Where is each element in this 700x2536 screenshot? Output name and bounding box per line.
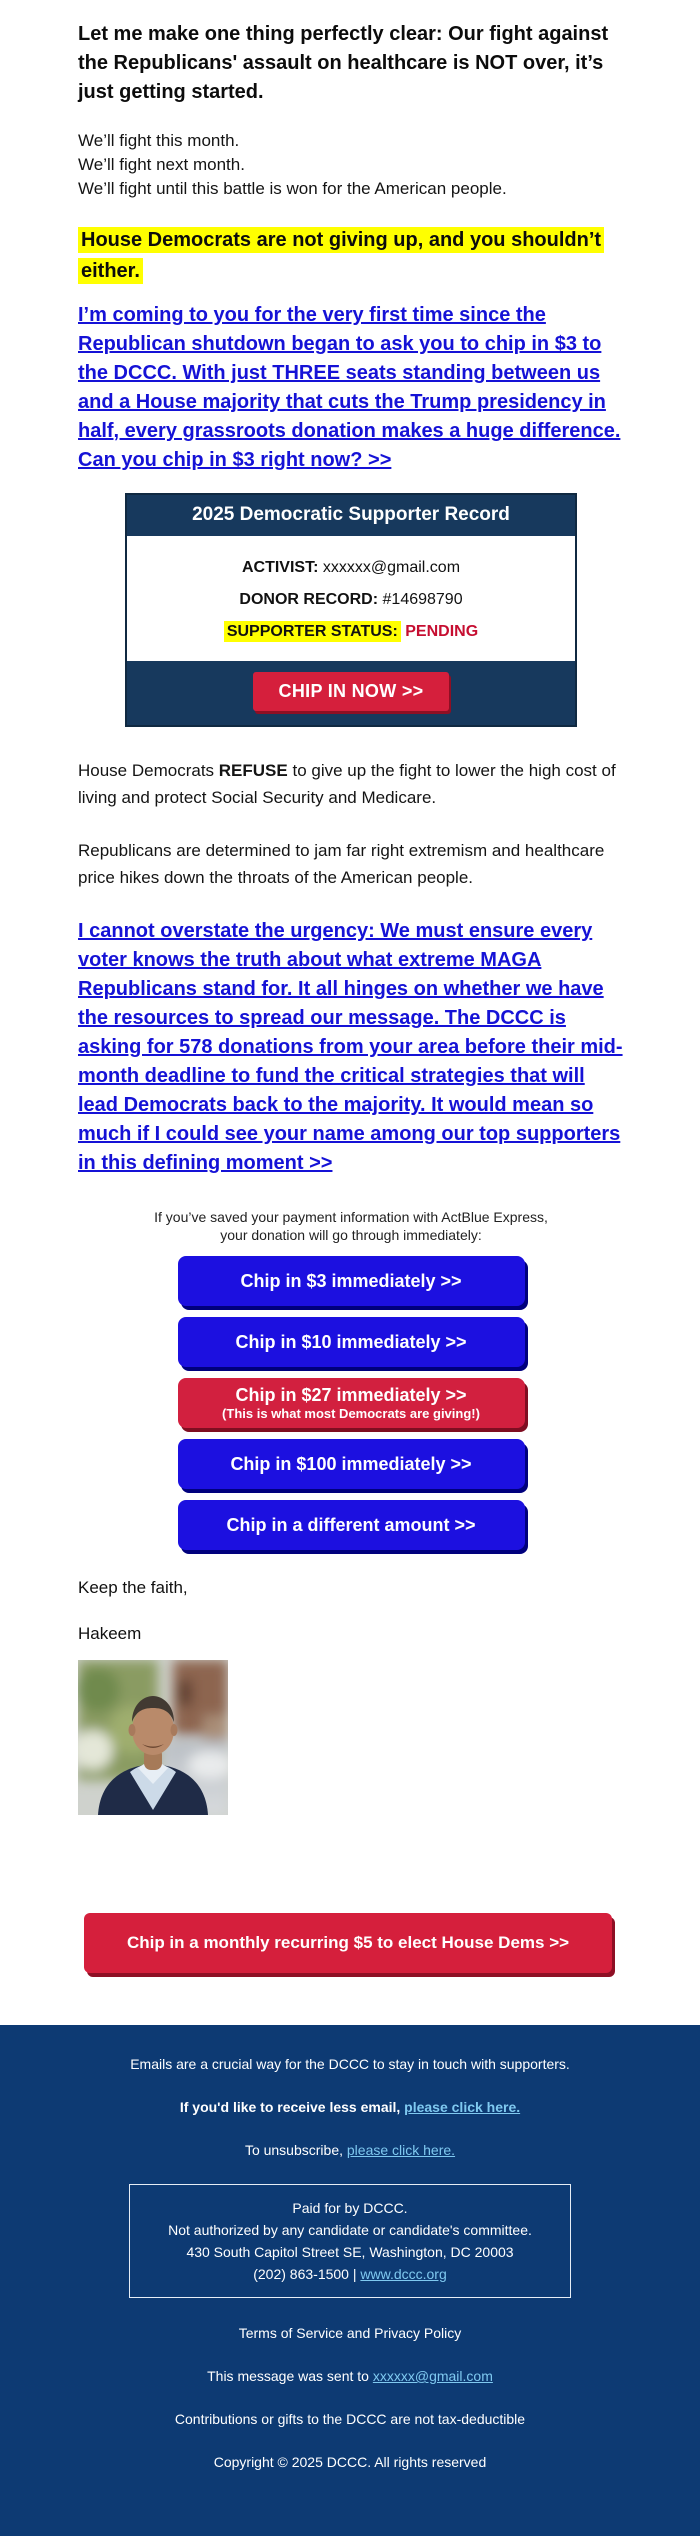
highlighted-paragraph: [78, 225, 624, 287]
chip-in-10-button[interactable]: [178, 1317, 525, 1367]
actblue-note-line-1: If you’ve saved your payment information with ActBlue Express,: [154, 1209, 548, 1225]
refuse-part2: to give up the fight to lower the high cost of living and protect Social Security and Medicare.: [78, 761, 616, 807]
sent-to-line: [40, 2367, 660, 2386]
footer-crucial-line: Emails are a crucial way for the DCCC to stay in touch with supporters.: [130, 2056, 570, 2072]
less-email-link[interactable]: please click here.: [404, 2099, 521, 2115]
hakeem-jeffries-photo: [78, 1660, 228, 1815]
donate-link-paragraph-2[interactable]: I cannot overstate the urgency: We must ensure every voter knows the truth about what extreme MAGA Republicans stand for. It all hinges on whether we have the resources to spread our message. The DCCC is asking for 578 donations from your area before their mid-month deadline to fund the critical strategies that will lead Democrats back to the majority. It would mean so much if I could see your name among our top supporters in this defining moment >>: [78, 920, 623, 1174]
email-footer: [0, 2025, 700, 2536]
chip-in-100-button[interactable]: [178, 1439, 525, 1489]
supporter-status-row: [137, 623, 565, 641]
signature-name: Hakeem: [78, 1624, 142, 1643]
unsubscribe-text: To unsubscribe,: [244, 2142, 347, 2158]
footer-less-email-line: [40, 2098, 660, 2117]
chip-in-now-button[interactable]: CHIP IN NOW >>: [253, 672, 450, 711]
chip-in-3-button[interactable]: [178, 1256, 525, 1306]
refuse-bold: REFUSE: [218, 761, 288, 780]
republicans-paragraph: Republicans are determined to jam far right extremism and healthcare price hikes down the throats of the American people.: [78, 841, 605, 887]
chip-in-3-label: Chip in $3 immediately >>: [240, 1270, 462, 1291]
terms-privacy-line: Terms of Service and Privacy Policy: [238, 2325, 462, 2341]
highlight-text: House Democrats are not giving up, and you shouldn’t either.: [78, 227, 604, 284]
donate-link-paragraph-1[interactable]: I’m coming to you for the very first time since the Republican shutdown began to ask you to chip in $3 to the DCCC. With just THREE seats standing between us and a House majority that cuts the Trump presidency in half, every grassroots donation makes a huge difference. Can you chip in $3 right now? >>: [78, 304, 621, 471]
supporter-record-card: [125, 493, 577, 727]
supporter-status-value: PENDING: [405, 623, 479, 640]
unsubscribe-link[interactable]: please click here.: [346, 2142, 456, 2158]
supporter-card-body: [127, 536, 575, 661]
chip-in-27-button[interactable]: [178, 1378, 525, 1428]
footer-unsubscribe-line: [40, 2141, 660, 2160]
signoff-text: Keep the faith,: [78, 1578, 188, 1597]
copyright-line: Copyright © 2025 DCCC. All rights reserved: [213, 2454, 487, 2470]
activist-row: [137, 559, 565, 577]
chip-in-10-label: Chip in $10 immediately >>: [235, 1331, 467, 1352]
donor-record-row: [137, 591, 565, 609]
less-email-text: If you'd like to receive less email,: [179, 2099, 405, 2115]
portrait-illustration: [78, 1660, 228, 1815]
fight-line-1: We’ll fight this month.: [78, 131, 240, 150]
supporter-card-title: 2025 Democratic Supporter Record: [127, 495, 575, 536]
paid-box-line-1: Paid for by DCCC.: [292, 2200, 408, 2216]
paid-box-contact-line: [144, 2263, 556, 2285]
fight-line-2: We’ll fight next month.: [78, 155, 245, 174]
chip-in-27-label: Chip in $27 immediately >>: [235, 1385, 467, 1405]
paid-for-box: [129, 2184, 571, 2298]
activist-label: ACTIVIST:: [241, 559, 319, 576]
fight-line-3: We’ll fight until this battle is won for the American people.: [78, 179, 507, 198]
dccc-site-link[interactable]: www.dccc.org: [360, 2266, 447, 2282]
paid-box-line-3: 430 South Capitol Street SE, Washington, DC 20003: [186, 2244, 514, 2260]
chip-in-27-subtext: (This is what most Democrats are giving!): [222, 1406, 480, 1421]
refuse-part1: House Democrats: [78, 761, 219, 780]
actblue-note-line-2: your donation will go through immediately:: [220, 1227, 482, 1243]
intro-paragraph: Let me make one thing perfectly clear: Our fight against the Republicans' assault on healthcare is NOT over, it’s just getting started.: [78, 23, 609, 103]
sent-to-email-link[interactable]: xxxxxx@gmail.com: [372, 2368, 493, 2384]
chip-in-different-amount-button[interactable]: [178, 1500, 525, 1550]
fight-lines: [78, 129, 624, 201]
sent-to-text: This message was sent to: [207, 2368, 373, 2384]
donor-record-label: DONOR RECORD:: [239, 591, 379, 608]
tax-deductible-line: Contributions or gifts to the DCCC are not tax-deductible: [174, 2411, 526, 2427]
supporter-card-footer: [127, 661, 575, 725]
donate-button-list: [178, 1256, 525, 1550]
donor-record-value: #14698790: [382, 591, 463, 608]
paid-box-line-2: Not authorized by any candidate or candidate's committee.: [168, 2222, 532, 2238]
activist-value: xxxxxx@gmail.com: [322, 559, 461, 576]
actblue-note: [78, 1208, 624, 1244]
supporter-status-label: SUPPORTER STATUS:: [224, 621, 401, 642]
phone-text: (202) 863-1500 |: [253, 2266, 361, 2282]
chip-in-different-amount-label: Chip in a different amount >>: [226, 1514, 476, 1535]
monthly-recurring-button[interactable]: Chip in a monthly recurring $5 to elect House Dems >>: [84, 1913, 612, 1973]
refuse-paragraph: [78, 757, 624, 811]
chip-in-100-label: Chip in $100 immediately >>: [230, 1453, 472, 1474]
